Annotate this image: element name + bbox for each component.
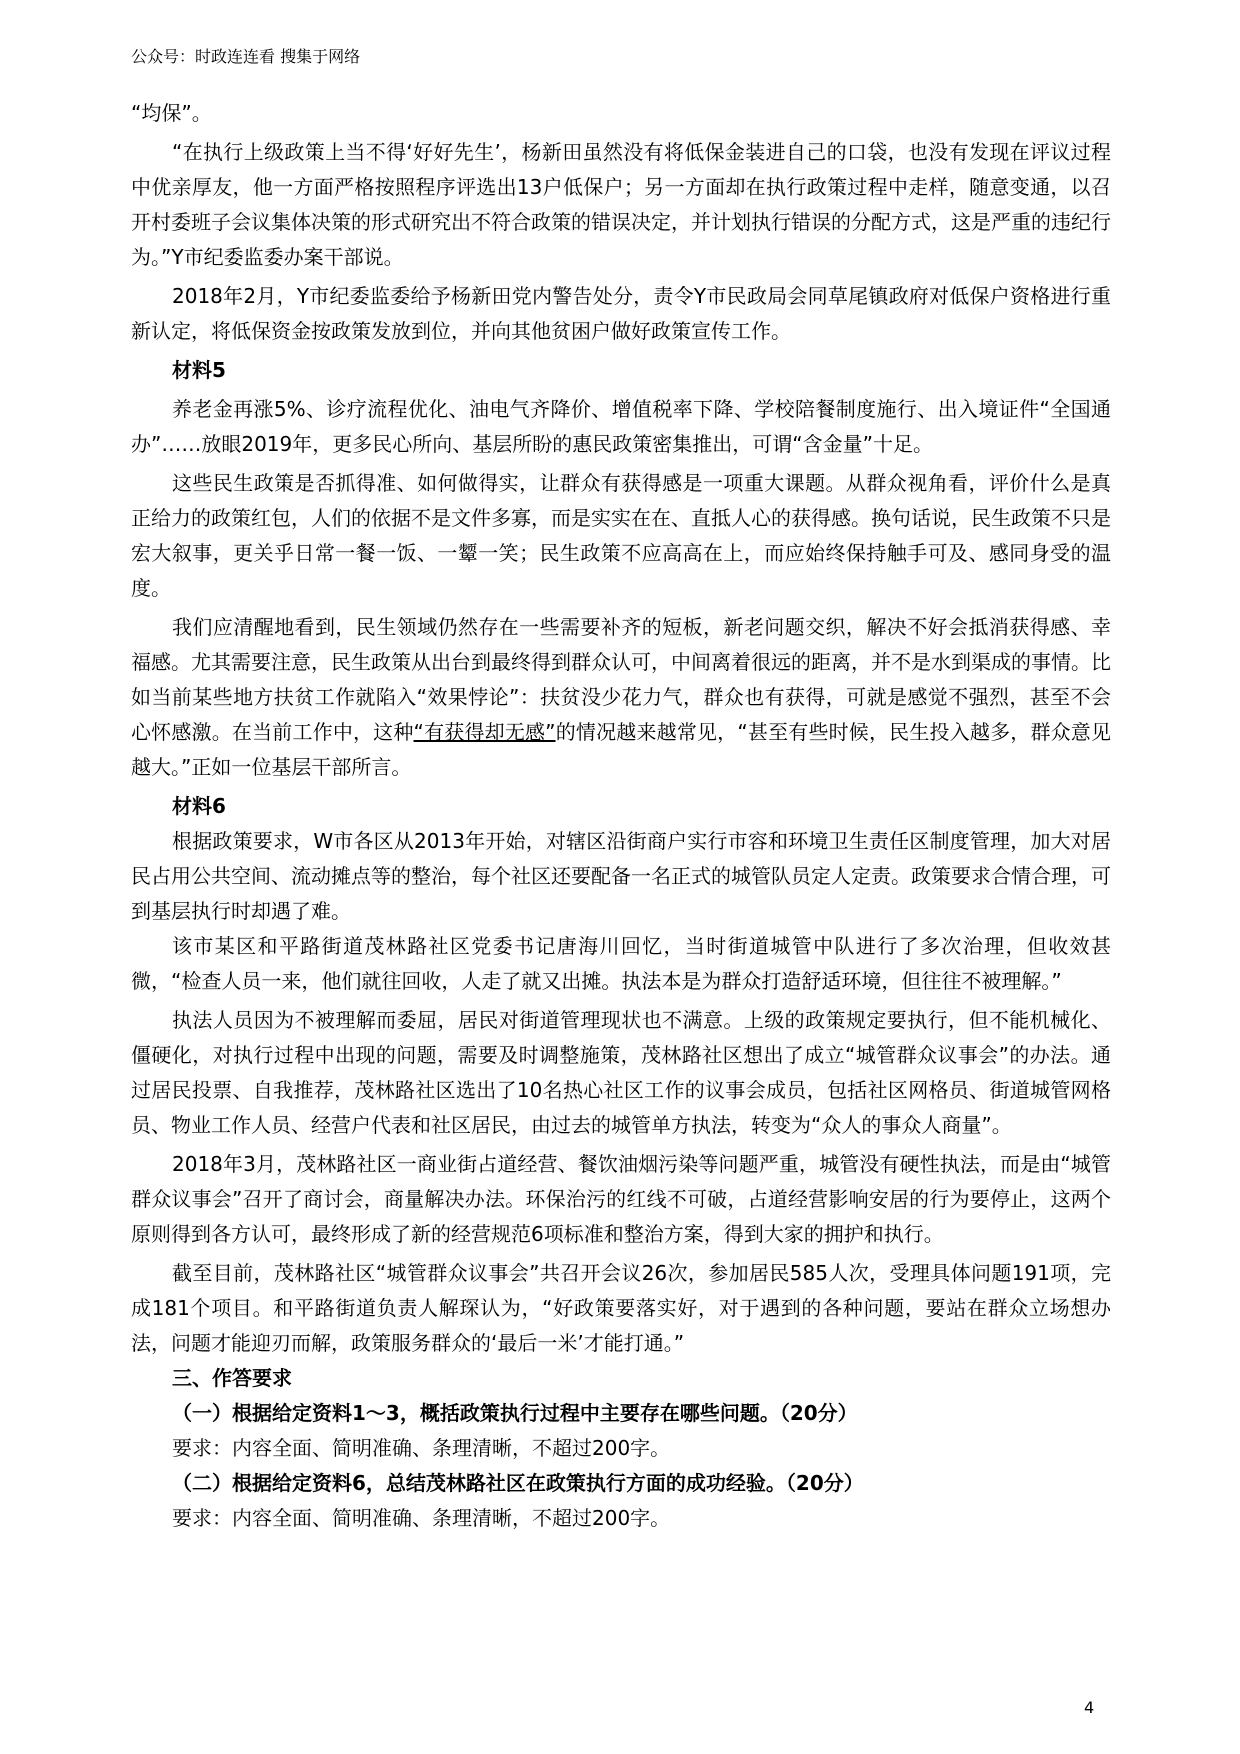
paragraph: 2018年3月，茂林路社区一商业街占道经营、餐饮油烟污染等问题严重，城管没有硬性执法，而是由“城管群众议事会”召开了商讨会，商量解决办法。环保治污的红线不可破，占道经营影响安居的行为要停止，这两个原则得到各方认可，最终形成了新的经营规范6项标准和整治方案，得到大家的拥护和执行。 [131,1152,1111,1246]
question-2: （二）根据给定资料6，总结茂林路社区在政策执行方面的成功经验。（20分） [172,1471,864,1495]
section-heading-material-5: 材料5 [172,358,226,382]
paragraph: 根据政策要求，W市各区从2013年开始，对辖区沿街商户实行市容和环境卫生责任区制度管理，加大对居民占用公共空间、流动摊点等的整治，每个社区还要配备一名正式的城管队员定人定责。政策要求合情合理，可到基层执行时却遇了难。 [131,829,1111,923]
requirement-1: 要求：内容全面、简明准确、条理清晰，不超过200字。 [172,1436,671,1460]
paragraph: 2018年2月，Y市纪委监委给予杨新田党内警告处分，责令Y市民政局会同草尾镇政府对低保户资格进行重新认定，将低保资金按政策发放到位，并向其他贫困户做好政策宣传工作。 [131,284,1111,343]
paragraph [131,610,1111,785]
paragraph: “均保”。 [131,101,212,125]
paragraph: 养老金再涨5%、诊疗流程优化、油电气齐降价、增值税率下降、学校陪餐制度施行、出入境证件“全国通办”……放眼2019年，更多民心所向、基层所盼的惠民政策密集推出，可谓“含金量”十足。 [131,397,1111,456]
page-number: 4 [1084,1698,1095,1717]
page-header: 公众号：时政连连看 搜集于网络 [131,47,361,66]
paragraph-text: 的情况越来越常见，“甚至有些时候，民生投入越多，群众意见越大。”正如一位基层干部所言。 [131,720,1111,779]
section-heading-answer-requirements: 三、作答要求 [172,1366,292,1390]
paragraph: 截至目前，茂林路社区“城管群众议事会”共召开会议26次，参加居民585人次，受理具体问题191项，完成181个项目。和平路街道负责人解琛认为，“好政策要落实好，对于遇到的各种问题，要站在群众立场想办法，问题才能迎刃而解，政策服务群众的‘最后一米’才能打通。” [131,1261,1111,1355]
question-1: （一）根据给定资料1～3，概括政策执行过程中主要存在哪些问题。（20分） [172,1401,858,1425]
requirement-2: 要求：内容全面、简明准确、条理清晰，不超过200字。 [172,1506,671,1530]
underlined-phrase: “有获得却无感” [413,720,556,744]
paragraph: 这些民生政策是否抓得准、如何做得实，让群众有获得感是一项重大课题。从群众视角看，评价什么是真正给力的政策红包，人们的依据不是文件多寡，而是实实在在、直抵人心的获得感。换句话说，民生政策不只是宏大叙事，更关乎日常一餐一饭、一颦一笑；民生政策不应高高在上，而应始终保持触手可及、感同身受的温度。 [131,471,1111,600]
paragraph: 该市某区和平路街道茂林路社区党委书记唐海川回忆，当时街道城管中队进行了多次治理，但收效甚微，“检查人员一来，他们就往回收，人走了就又出摊。执法本是为群众打造舒适环境，但往往不被理解。” [131,934,1111,993]
paragraph: 执法人员因为不被理解而委屈，居民对街道管理现状也不满意。上级的政策规定要执行，但不能机械化、僵硬化，对执行过程中出现的问题，需要及时调整施策，茂林路社区想出了成立“城管群众议事会”的办法。通过居民投票、自我推荐，茂林路社区选出了10名热心社区工作的议事会成员，包括社区网格员、街道城管网格员、物业工作人员、经营户代表和社区居民，由过去的城管单方执法，转变为“众人的事众人商量”。 [131,1008,1111,1137]
paragraph: “在执行上级政策上当不得‘好好先生’，杨新田虽然没有将低保金装进自己的口袋，也没有发现在评议过程中优亲厚友，他一方面严格按照程序评选出13户低保户；另一方面却在执行政策过程中走样，随意变通，以召开村委班子会议集体决策的形式研究出不符合政策的错误决定，并计划执行错误的分配方式，这是严重的违纪行为。”Y市纪委监委办案干部说。 [131,140,1111,269]
document-body [131,96,1111,1536]
paragraph-text: 我们应清醒地看到，民生领域仍然存在一些需要补齐的短板，新老问题交织，解决不好会抵消获得感、幸福感。尤其需要注意，民生政策从出台到最终得到群众认可，中间离着很远的距离，并不是水到渠成的事情。比如当前某些地方扶贫工作就陷入“效果悖论”：扶贫没少花力气，群众也有获得，可就是感觉不强烈，甚至不会心怀感激。在当前工作中，这种 [131,615,1111,744]
section-heading-material-6: 材料6 [172,794,226,818]
